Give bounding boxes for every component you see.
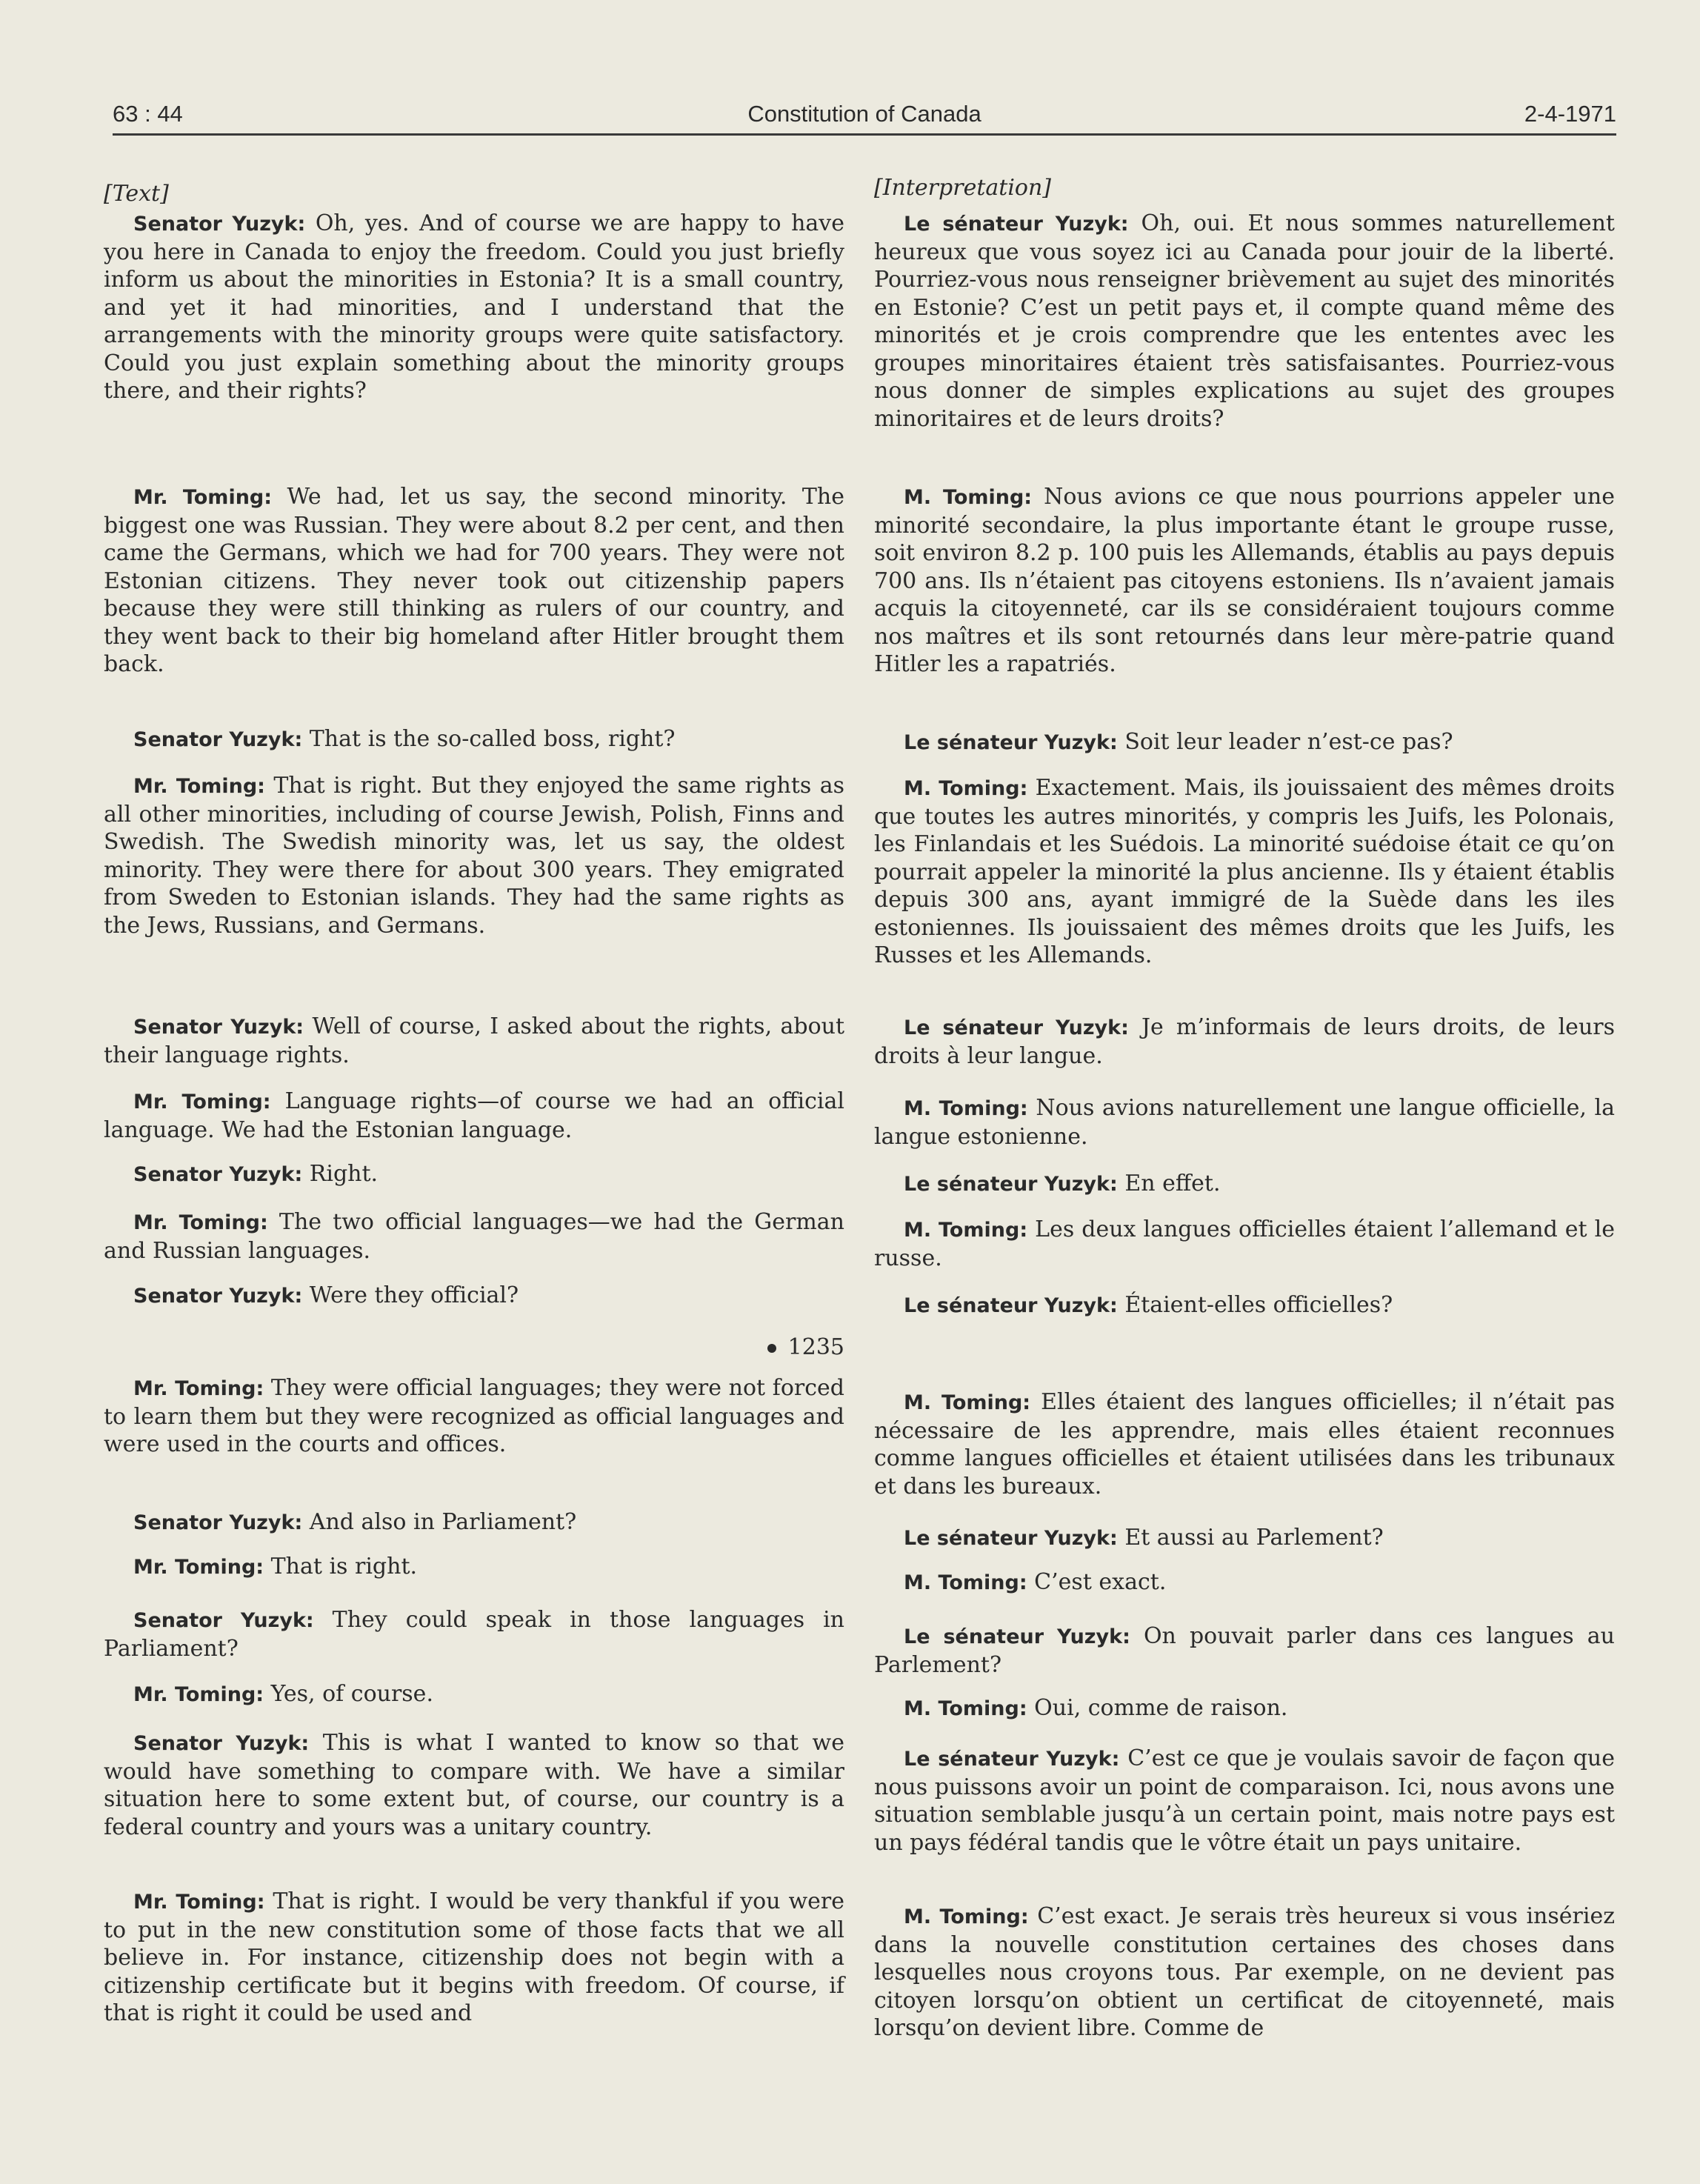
speaker-label: Le sénateur Yuzyk: [904,1527,1118,1550]
right-paragraph-4: M. Toming: Exactement. Mais, ils jouissaient des mêmes droits que toutes les autres minorités, y compris les Juifs, les Polonais, les Finlandais et les Suédois. La minorité suédoise était ce qu’on pourrait appeler la minorité la plus ancienne. Ils y étaient établis depuis 300 ans, ayant immigré de la Suède dans les iles estoniennes. Ils jouissaient des mêmes droits que les Juifs, les Russes et les Allemands. [874,775,1615,968]
left-paragraph-2: Mr. Toming: We had, let us say, the second minority. The biggest one was Russian. They were about 8.2 per cent, and then came the Germans, which we had for 700 years. They were not Estonian citizens. They never took out citizenship papers because they were still thinking as rulers of our country, and they went back to their big homeland after Hitler brought them back. [104,484,844,677]
page-header [113,90,1616,136]
speaker-label: M. Toming: [904,1571,1027,1594]
right-paragraph-12: M. Toming: C’est exact. [904,1569,1167,1595]
right-paragraph-15: Le sénateur Yuzyk: C’est ce que je voulais savoir de façon que nous puissons avoir un point de comparaison. Ici, nous avons une situation semblable jusqu’à un certain point, mais notre pays est un pays fédéral tandis que le vôtre était un pays unitaire. [874,1745,1615,1856]
speaker-label: Senator Yuzyk: [133,1016,304,1039]
right-paragraph-5: Le sénateur Yuzyk: Je m’informais de leurs droits, de leurs droits à leur langue. [874,1014,1615,1069]
speaker-label: Senator Yuzyk: [133,728,303,751]
left-paragraph-7: Senator Yuzyk: Right. [133,1161,379,1187]
left-paragraph-14: Mr. Toming: Yes, of course. [133,1681,433,1707]
speaker-label: Senator Yuzyk: [133,1163,303,1186]
bullet-icon [767,1344,776,1353]
left-paragraph-5: Senator Yuzyk: Well of course, I asked about the rights, about their language rights. [104,1013,845,1068]
section-label-interpretation: [Interpretation] [874,175,1052,201]
speaker-label: Mr. Toming: [133,775,265,798]
right-paragraph-11: Le sénateur Yuzyk: Et aussi au Parlement? [904,1525,1384,1551]
speaker-label: Le sénateur Yuzyk: [904,1016,1129,1039]
left-paragraph-13: Senator Yuzyk: They could speak in those languages in Parliament? [104,1607,844,1662]
speaker-label: Mr. Toming: [133,1091,271,1113]
right-paragraph-7: Le sénateur Yuzyk: En effet. [904,1171,1221,1196]
right-paragraph-3: Le sénateur Yuzyk: Soit leur leader n’est-ce pas? [904,729,1453,755]
speaker-label: Le sénateur Yuzyk: [904,731,1118,754]
speaker-label: Mr. Toming: [133,1211,268,1234]
right-paragraph-16: M. Toming: C’est exact. Je serais très heureux si vous insériez dans la nouvelle constitution certaines des choses dans lesquelles nous croyons tous. Par exemple, on ne devient pas citoyen lorsqu’on obtient un certificat de citoyenneté, mais lorsqu’on devient libre. Comme de [874,1903,1616,2041]
left-paragraph-1: Senator Yuzyk: Oh, yes. And of course we are happy to have you here in Canada to enjoy the freedom. Could you just briefly inform us about the minorities in Estonia? It is a small country, and yet it had minorities, and I understand that the arrangements with the minority groups were quite satisfactory. Could you just explain something about the minority groups there, and their rights? [104,210,845,404]
speaker-label: Senator Yuzyk: [133,1511,303,1534]
left-paragraph-15: Senator Yuzyk: This is what I wanted to know so that we would have something to compare with. We have a similar situation here to some extent but, of course, our country is a federal country and yours was a unitary country. [104,1730,844,1840]
left-paragraph-3: Senator Yuzyk: That is the so-called boss, right? [133,726,676,752]
speaker-label: Mr. Toming: [133,1891,265,1914]
speaker-label: Mr. Toming: [133,1683,264,1706]
left-paragraph-11: Senator Yuzyk: And also in Parliament? [133,1509,577,1535]
time-marker: 1235 [104,1334,844,1362]
speaker-label: Mr. Toming: [133,486,273,509]
running-title: Constitution of Canada [747,101,981,127]
speaker-label: Le sénateur Yuzyk: [904,1294,1118,1317]
speaker-label: Mr. Toming: [133,1377,264,1400]
right-paragraph-6: M. Toming: Nous avions naturellement une langue officielle, la langue estonienne. [874,1095,1615,1150]
speaker-label: Le sénateur Yuzyk: [904,1173,1118,1196]
speaker-label: Senator Yuzyk: [133,1732,310,1755]
section-label-text: [Text] [104,181,169,207]
left-paragraph-12: Mr. Toming: That is right. [133,1554,418,1579]
right-paragraph-1: Le sénateur Yuzyk: Oh, oui. Et nous sommes naturellement heureux que vous soyez ici au Canada pour jouir de la liberté. Pourriez-vous nous renseigner brièvement au sujet des minorités en Estonie? C’est un petit pays et, il compte quand même des minorités et je crois comprendre que les ententes avec les groupes minoritaires étaient très satisfaisantes. Pourriez-vous nous donner de simples explications au sujet des groupes minoritaires et de leurs droits? [874,210,1615,432]
speaker-label: M. Toming: [904,777,1028,800]
right-paragraph-14: M. Toming: Oui, comme de raison. [904,1695,1288,1721]
speaker-label: M. Toming: [904,486,1033,509]
left-paragraph-6: Mr. Toming: Language rights—of course we had an official language. We had the Estonian language. [104,1088,844,1143]
right-paragraph-9: Le sénateur Yuzyk: Étaient-elles officielles? [904,1292,1393,1318]
speaker-label: M. Toming: [904,1219,1028,1242]
speaker-label: M. Toming: [904,1097,1028,1120]
speaker-label: Mr. Toming: [133,1556,264,1579]
speaker-label: Senator Yuzyk: [133,213,306,236]
page-date: 2-4-1971 [1524,101,1616,127]
left-paragraph-8: Mr. Toming: The two official languages—we had the German and Russian languages. [104,1209,844,1264]
right-paragraph-13: Le sénateur Yuzyk: On pouvait parler dans ces langues au Parlement? [874,1623,1615,1678]
speaker-label: M. Toming: [904,1905,1029,1928]
speaker-label: Le sénateur Yuzyk: [904,1625,1130,1648]
speaker-label: Senator Yuzyk: [133,1285,303,1308]
speaker-label: Le sénateur Yuzyk: [904,1748,1120,1771]
speaker-label: M. Toming: [904,1391,1031,1414]
left-paragraph-9: Senator Yuzyk: Were they official? [133,1282,519,1308]
speaker-label: Senator Yuzyk: [133,1609,314,1632]
left-paragraph-4: Mr. Toming: That is right. But they enjoyed the same rights as all other minorities, including of course Jewish, Polish, Finns and Swedish. The Swedish minority was, let us say, the oldest minority. They were there for about 300 years. They emigrated from Sweden to Estonian islands. They had the same rights as the Jews, Russians, and Germans. [104,773,844,939]
right-paragraph-10: M. Toming: Elles étaient des langues officielles; il n’était pas nécessaire de les apprendre, mais elles étaient reconnues comme langues officielles et étaient utilisées dans les tribunaux et dans les bureaux. [874,1389,1615,1499]
left-paragraph-16: Mr. Toming: That is right. I would be very thankful if you were to put in the new constitution some of those facts that we all believe in. For instance, citizenship does not begin with a citizenship certificate but it begins with freedom. Of course, if that is right it could be used and [104,1888,844,2026]
left-paragraph-10: Mr. Toming: They were official languages; they were not forced to learn them but they were recognized as official languages and were used in the courts and offices. [104,1375,845,1457]
right-paragraph-2: M. Toming: Nous avions ce que nous pourrions appeler une minorité secondaire, la plus importante étant le groupe russe, soit environ 8.2 p. 100 puis les Allemands, établis au pays depuis 700 ans. Ils n’étaient pas citoyens estoniens. Ils n’avaient jamais acquis la citoyenneté, car ils se considéraient toujours comme nos maîtres et ils sont retournés dans leur mère-patrie quand Hitler les a rapatriés. [874,484,1616,677]
right-paragraph-8: M. Toming: Les deux langues officielles étaient l’allemand et le russe. [874,1216,1615,1271]
speaker-label: M. Toming: [904,1697,1027,1720]
page-number: 63 : 44 [113,101,183,127]
speaker-label: Le sénateur Yuzyk: [904,213,1129,236]
